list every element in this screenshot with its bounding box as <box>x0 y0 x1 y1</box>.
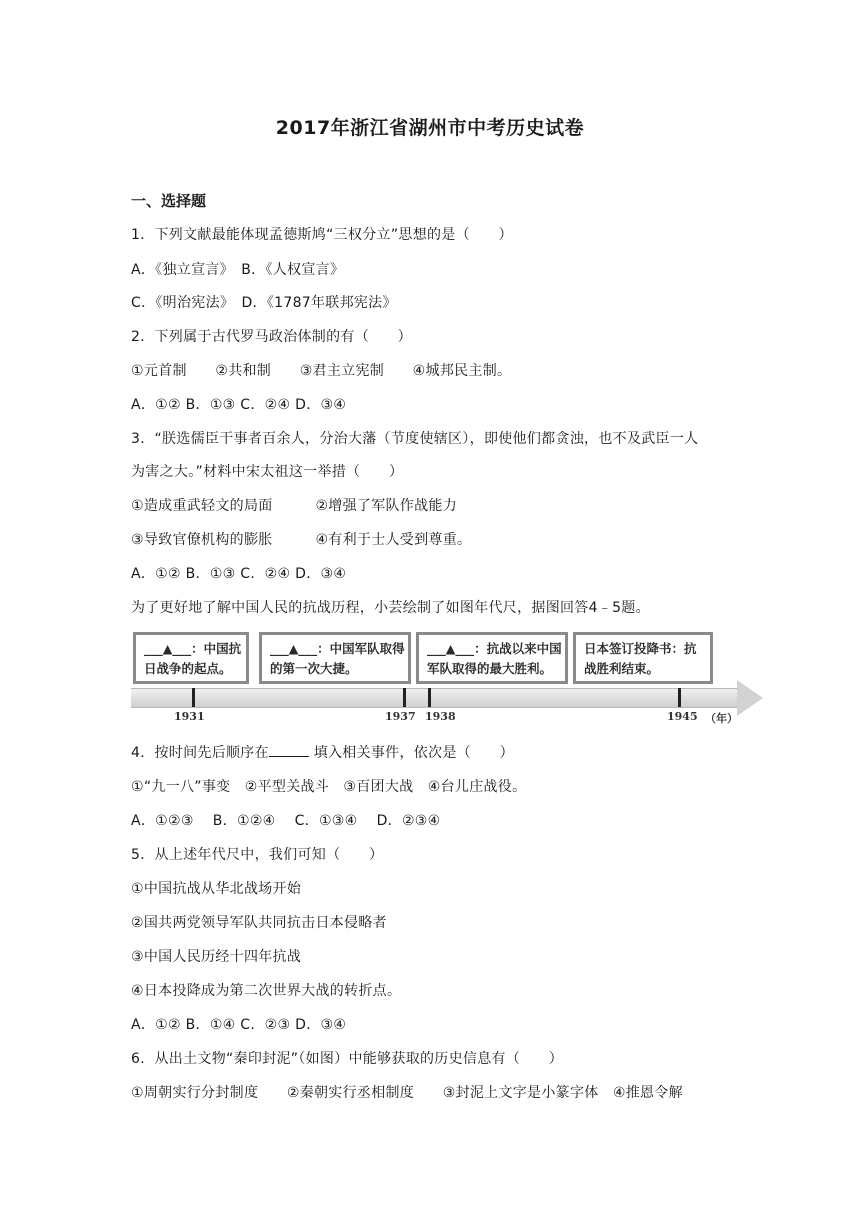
q1-options-ab: A．《独立宣言》 B．《人权宣言》 <box>131 262 345 278</box>
q5-item-4: ④日本投降成为第二次世界大战的转折点。 <box>131 983 402 999</box>
q1-options-cd: C．《明治宪法》 D．《1787年联邦宪法》 <box>131 295 397 311</box>
q4-stem-before: 4．按时间先后顺序在 <box>131 745 269 761</box>
q1-stem: 1．下列文献最能体现孟德斯鸠“三权分立”思想的是（ ） <box>131 227 513 243</box>
q4-stem-after: 填入相关事件，依次是（ ） <box>313 745 514 761</box>
timeline-box-1-line1: ___▲___：中国抗 <box>144 641 242 656</box>
q5-stem: 5．从上述年代尺中，我们可知（ ） <box>131 847 384 863</box>
q2-items: ①元首制 ②共和制 ③君主立宪制 ④城邦民主制。 <box>131 363 512 379</box>
timeline-tick-1938 <box>428 688 431 707</box>
q3-stem-line2: 为害之大。”材料中宋太祖这一举措（ ） <box>131 464 404 480</box>
timeline-box-3-line1: ___▲___：抗战以来中国 <box>427 641 562 656</box>
q5-item-1: ①中国抗战从华北战场开始 <box>131 881 302 897</box>
timeline-figure <box>131 630 763 728</box>
timeline-year-1945: 1945 <box>667 710 698 723</box>
q4-options: A．①②③ B．①②④ C．①③④ D．②③④ <box>131 813 441 829</box>
q5-options: A．①② B．①④ C．②③ D．③④ <box>131 1017 347 1033</box>
timeline-box-4-line2: 战胜利结束。 <box>584 661 660 676</box>
page-title: 2017年浙江省湖州市中考历史试卷 <box>275 117 585 139</box>
timeline-box-2 <box>259 632 411 684</box>
q2-stem: 2．下列属于古代罗马政治体制的有（ ） <box>131 329 412 345</box>
timeline-year-1937: 1937 <box>385 710 416 723</box>
timeline-tick-1931 <box>192 688 195 707</box>
q3-items-1: ①造成重武轻文的局面 ②增强了军队作战能力 <box>131 498 457 514</box>
q4-blank <box>269 744 309 757</box>
timeline-box-2-line1: ___▲___：中国军队取得 <box>270 641 405 656</box>
section-heading: 一、选择题 <box>131 192 207 210</box>
q5-item-3: ③中国人民历经十四年抗战 <box>131 949 302 965</box>
timeline-box-4-line1: 日本签订投降书：抗 <box>584 641 697 656</box>
q6-stem: 6．从出土文物“秦印封泥”（如图）中能够获取的历史信息有（ ） <box>131 1051 564 1067</box>
timeline-unit: （年） <box>705 712 738 725</box>
q3-options: A．①② B．①③ C．②④ D．③④ <box>131 566 347 582</box>
timeline-box-1 <box>133 632 249 684</box>
q4-stem <box>131 742 514 762</box>
q5-item-2: ②国共两党领导军队共同抗击日本侵略者 <box>131 915 387 931</box>
timeline-box-2-line2: 的第一次大捷。 <box>270 661 358 676</box>
timeline-tick-1937 <box>403 688 406 707</box>
timeline-tick-1945 <box>678 688 681 707</box>
q2-options: A．①② B．①③ C．②④ D．③④ <box>131 397 347 413</box>
q4-items: ①“九一八”事变 ②平型关战斗 ③百团大战 ④台儿庄战役。 <box>131 779 527 795</box>
timeline-arrow <box>737 680 763 716</box>
timeline-box-3-line2: 军队取得的最大胜利。 <box>427 661 553 676</box>
timeline-intro: 为了更好地了解中国人民的抗战历程，小芸绘制了如图年代尺，据图回答4﹣5题。 <box>131 600 650 616</box>
timeline-year-1938: 1938 <box>425 710 456 723</box>
timeline-box-4 <box>573 632 713 684</box>
timeline-bar <box>131 688 741 708</box>
timeline-box-3 <box>416 632 568 684</box>
q3-items-2: ③导致官僚机构的膨胀 ④有利于士人受到尊重。 <box>131 532 472 548</box>
q3-stem-line1: 3．“朕选儒臣干事者百余人，分治大藩（节度使辖区），即使他们都贪浊，也不及武臣一人 <box>131 431 699 447</box>
timeline-year-1931: 1931 <box>174 710 205 723</box>
timeline-box-1-line2: 日战争的起点。 <box>144 661 232 676</box>
q6-items: ①周朝实行分封制度 ②秦朝实行丞相制度 ③封泥上文字是小篆字体 ④推恩令解 <box>131 1085 683 1101</box>
